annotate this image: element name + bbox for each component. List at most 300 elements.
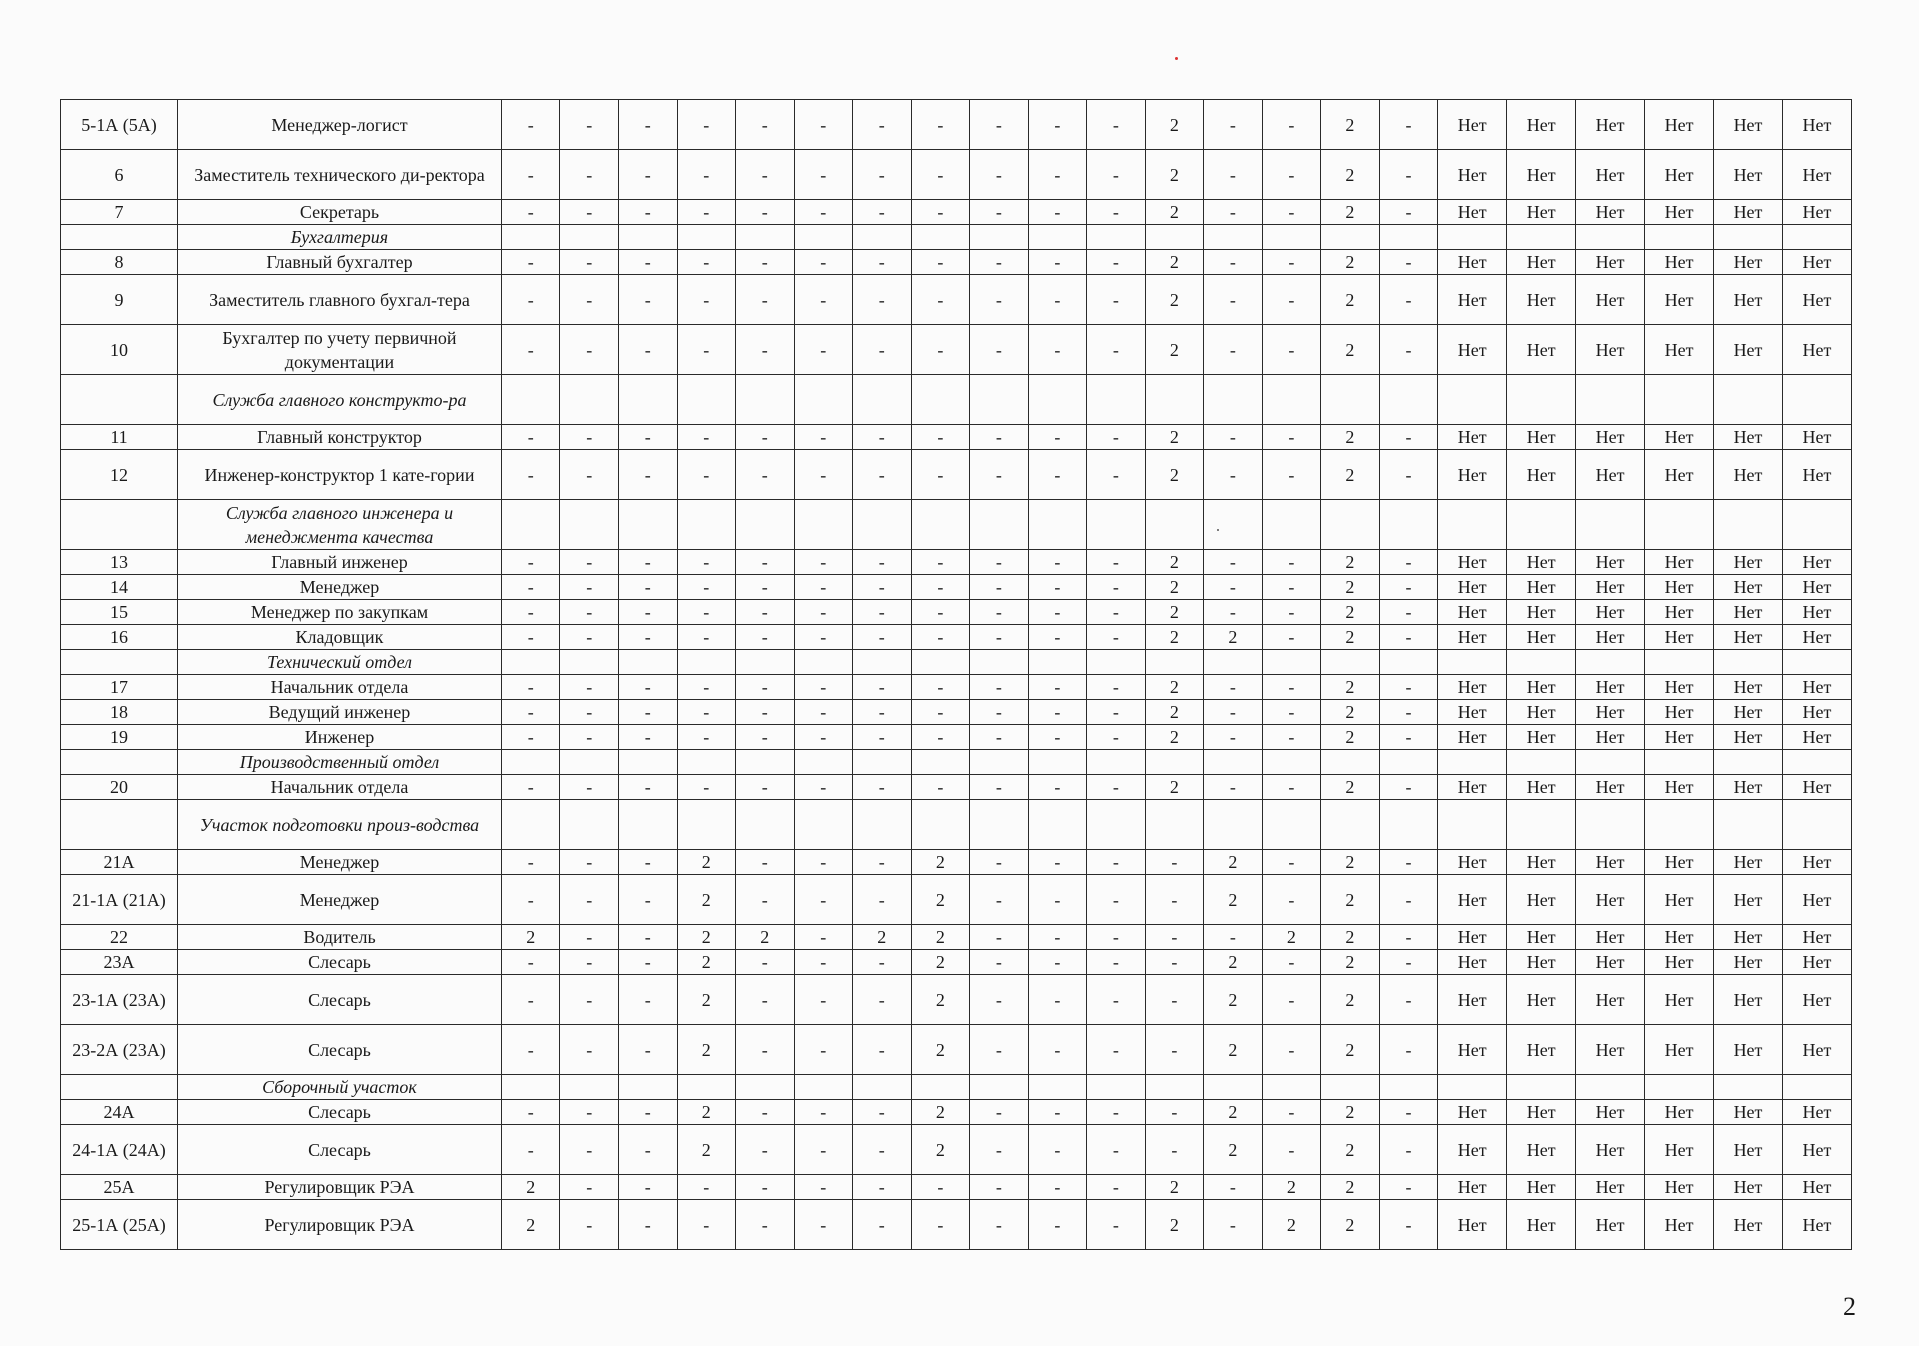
factor-class-cell bbox=[736, 375, 795, 425]
factor-class-cell bbox=[794, 375, 853, 425]
flag-cell: Нет bbox=[1576, 550, 1645, 575]
factor-class-cell: - bbox=[1262, 725, 1321, 750]
factor-class-cell: - bbox=[1204, 325, 1263, 375]
factor-class-cell: - bbox=[794, 675, 853, 700]
flag-cell: Нет bbox=[1576, 925, 1645, 950]
flag-cell: Нет bbox=[1782, 325, 1851, 375]
factor-class-cell: 2 bbox=[1321, 850, 1380, 875]
position-name: Слесарь bbox=[178, 1100, 502, 1125]
flag-cell: Нет bbox=[1645, 200, 1714, 225]
factor-class-cell bbox=[677, 500, 736, 550]
flag-cell: Нет bbox=[1782, 725, 1851, 750]
factor-class-cell: 2 bbox=[501, 1200, 560, 1250]
row-number bbox=[61, 800, 178, 850]
factor-class-cell: - bbox=[1087, 100, 1146, 150]
factor-class-cell: - bbox=[1087, 575, 1146, 600]
flag-cell bbox=[1507, 800, 1576, 850]
factor-class-cell: 2 bbox=[1145, 1200, 1204, 1250]
factor-class-cell: - bbox=[794, 1100, 853, 1125]
factor-class-cell: - bbox=[736, 1125, 795, 1175]
factor-class-cell: - bbox=[1028, 425, 1087, 450]
factor-class-cell bbox=[1262, 800, 1321, 850]
flag-cell: Нет bbox=[1714, 975, 1783, 1025]
flag-cell bbox=[1507, 375, 1576, 425]
factor-class-cell bbox=[1204, 1075, 1263, 1100]
flag-cell: Нет bbox=[1645, 700, 1714, 725]
factor-class-cell: - bbox=[1028, 250, 1087, 275]
factor-class-cell: - bbox=[1028, 700, 1087, 725]
factor-class-cell bbox=[1087, 1075, 1146, 1100]
factor-class-cell: - bbox=[736, 1025, 795, 1075]
factor-class-cell: - bbox=[1028, 600, 1087, 625]
factor-class-cell: - bbox=[1087, 850, 1146, 875]
factor-class-cell: - bbox=[970, 1100, 1029, 1125]
position-name: Главный конструктор bbox=[178, 425, 502, 450]
factor-class-cell bbox=[1204, 375, 1263, 425]
factor-class-cell: - bbox=[677, 675, 736, 700]
factor-class-cell bbox=[1145, 650, 1204, 675]
factor-class-cell: - bbox=[677, 600, 736, 625]
factor-class-cell: - bbox=[853, 550, 912, 575]
flag-cell: Нет bbox=[1438, 600, 1507, 625]
factor-class-cell: - bbox=[794, 1125, 853, 1175]
factor-class-cell: - bbox=[1262, 200, 1321, 225]
table-row bbox=[61, 875, 1852, 925]
factor-class-cell: 2 bbox=[911, 975, 970, 1025]
factor-class-cell: - bbox=[736, 1175, 795, 1200]
factor-class-cell: - bbox=[618, 875, 677, 925]
position-name: Главный бухгалтер bbox=[178, 250, 502, 275]
factor-class-cell: - bbox=[618, 775, 677, 800]
factor-class-cell: 2 bbox=[1204, 875, 1263, 925]
flag-cell bbox=[1782, 800, 1851, 850]
factor-class-cell: 2 bbox=[1145, 200, 1204, 225]
factor-class-cell: - bbox=[794, 950, 853, 975]
factor-class-cell: - bbox=[618, 1025, 677, 1075]
factor-class-cell bbox=[736, 1075, 795, 1100]
factor-class-cell: - bbox=[736, 450, 795, 500]
factor-class-cell bbox=[1204, 650, 1263, 675]
factor-class-cell: - bbox=[853, 325, 912, 375]
flag-cell: Нет bbox=[1645, 250, 1714, 275]
factor-class-cell bbox=[970, 500, 1029, 550]
factor-class-cell: - bbox=[1379, 425, 1438, 450]
factor-class-cell bbox=[794, 225, 853, 250]
factor-class-cell: - bbox=[794, 200, 853, 225]
factor-class-cell: - bbox=[1262, 325, 1321, 375]
factor-class-cell: - bbox=[911, 150, 970, 200]
flag-cell: Нет bbox=[1438, 1175, 1507, 1200]
factor-class-cell: - bbox=[1028, 675, 1087, 700]
flag-cell: Нет bbox=[1576, 1200, 1645, 1250]
factor-class-cell: - bbox=[560, 925, 619, 950]
factor-class-cell: - bbox=[1087, 1200, 1146, 1250]
flag-cell bbox=[1782, 650, 1851, 675]
factor-class-cell: - bbox=[1204, 700, 1263, 725]
factor-class-cell: - bbox=[560, 1025, 619, 1075]
table-row bbox=[61, 275, 1852, 325]
factor-class-cell: - bbox=[618, 1200, 677, 1250]
factor-class-cell: - bbox=[1379, 550, 1438, 575]
row-number: 12 bbox=[61, 450, 178, 500]
flag-cell: Нет bbox=[1782, 875, 1851, 925]
factor-class-cell: - bbox=[501, 575, 560, 600]
flag-cell bbox=[1507, 750, 1576, 775]
factor-class-cell bbox=[911, 1075, 970, 1100]
factor-class-cell: - bbox=[1087, 275, 1146, 325]
factor-class-cell: - bbox=[560, 575, 619, 600]
flag-cell: Нет bbox=[1782, 425, 1851, 450]
factor-class-cell: - bbox=[1145, 1100, 1204, 1125]
factor-class-cell bbox=[501, 650, 560, 675]
factor-class-cell: - bbox=[618, 275, 677, 325]
flag-cell: Нет bbox=[1645, 325, 1714, 375]
factor-class-cell: - bbox=[970, 725, 1029, 750]
factor-class-cell bbox=[618, 1075, 677, 1100]
flag-cell bbox=[1714, 1075, 1783, 1100]
factor-class-cell: - bbox=[1262, 625, 1321, 650]
factor-class-cell: - bbox=[1262, 875, 1321, 925]
factor-class-cell: - bbox=[794, 625, 853, 650]
factor-class-cell: - bbox=[1379, 1100, 1438, 1125]
flag-cell: Нет bbox=[1438, 675, 1507, 700]
factor-class-cell: - bbox=[1204, 725, 1263, 750]
factor-class-cell: 2 bbox=[1145, 725, 1204, 750]
flag-cell bbox=[1576, 500, 1645, 550]
factor-class-cell: - bbox=[677, 725, 736, 750]
factor-class-cell: - bbox=[794, 150, 853, 200]
flag-cell: Нет bbox=[1576, 875, 1645, 925]
factor-class-cell: - bbox=[1145, 1025, 1204, 1075]
table-row bbox=[61, 600, 1852, 625]
factor-class-cell: - bbox=[501, 1025, 560, 1075]
factor-class-cell: - bbox=[853, 150, 912, 200]
factor-class-cell: 2 bbox=[501, 1175, 560, 1200]
factor-class-cell: - bbox=[736, 575, 795, 600]
factor-class-cell: - bbox=[1028, 925, 1087, 950]
factor-class-cell bbox=[853, 225, 912, 250]
factor-class-cell: 2 bbox=[1321, 875, 1380, 925]
factor-class-cell: 2 bbox=[911, 850, 970, 875]
factor-class-cell: - bbox=[1262, 275, 1321, 325]
factor-class-cell: - bbox=[970, 150, 1029, 200]
flag-cell: Нет bbox=[1576, 450, 1645, 500]
factor-class-cell: - bbox=[970, 850, 1029, 875]
factor-class-cell: - bbox=[560, 275, 619, 325]
factor-class-cell bbox=[1087, 750, 1146, 775]
flag-cell: Нет bbox=[1507, 250, 1576, 275]
factor-class-cell bbox=[1145, 750, 1204, 775]
factor-class-cell: - bbox=[677, 625, 736, 650]
factor-class-cell bbox=[794, 650, 853, 675]
flag-cell: Нет bbox=[1438, 275, 1507, 325]
flag-cell: Нет bbox=[1438, 625, 1507, 650]
factor-class-cell: - bbox=[501, 425, 560, 450]
factor-class-cell: - bbox=[1379, 775, 1438, 800]
factor-class-cell: 2 bbox=[677, 925, 736, 950]
factor-class-cell: - bbox=[1379, 925, 1438, 950]
position-name: Менеджер по закупкам bbox=[178, 600, 502, 625]
row-number: 5-1А (5А) bbox=[61, 100, 178, 150]
factor-class-cell: - bbox=[1087, 600, 1146, 625]
flag-cell: Нет bbox=[1507, 925, 1576, 950]
factor-class-cell bbox=[1145, 375, 1204, 425]
flag-cell: Нет bbox=[1714, 325, 1783, 375]
factor-class-cell: - bbox=[618, 550, 677, 575]
row-number: 23-1А (23А) bbox=[61, 975, 178, 1025]
flag-cell: Нет bbox=[1645, 875, 1714, 925]
factor-class-cell: 2 bbox=[1321, 925, 1380, 950]
factor-class-cell: - bbox=[911, 450, 970, 500]
flag-cell: Нет bbox=[1576, 250, 1645, 275]
flag-cell: Нет bbox=[1714, 850, 1783, 875]
factor-class-cell: 2 bbox=[1321, 725, 1380, 750]
factor-class-cell: 2 bbox=[1321, 325, 1380, 375]
factor-class-cell: - bbox=[618, 150, 677, 200]
flag-cell: Нет bbox=[1507, 1025, 1576, 1075]
factor-class-cell: - bbox=[1028, 275, 1087, 325]
factor-class-cell: - bbox=[794, 275, 853, 325]
factor-class-cell: - bbox=[853, 1175, 912, 1200]
flag-cell: Нет bbox=[1576, 725, 1645, 750]
table-row bbox=[61, 1125, 1852, 1175]
factor-class-cell: - bbox=[911, 775, 970, 800]
factor-class-cell: 2 bbox=[1321, 975, 1380, 1025]
table-row bbox=[61, 675, 1852, 700]
factor-class-cell: - bbox=[970, 200, 1029, 225]
flag-cell: Нет bbox=[1782, 275, 1851, 325]
factor-class-cell: - bbox=[911, 700, 970, 725]
factor-class-cell: - bbox=[736, 675, 795, 700]
factor-class-cell: - bbox=[1262, 600, 1321, 625]
factor-class-cell: - bbox=[1262, 675, 1321, 700]
factor-class-cell: - bbox=[1204, 250, 1263, 275]
factor-class-cell: 2 bbox=[1145, 550, 1204, 575]
factor-class-cell bbox=[1321, 750, 1380, 775]
factor-class-cell: - bbox=[1145, 950, 1204, 975]
factor-class-cell: - bbox=[1204, 150, 1263, 200]
position-name: Ведущий инженер bbox=[178, 700, 502, 725]
factor-class-cell: - bbox=[501, 550, 560, 575]
factor-class-cell: - bbox=[853, 700, 912, 725]
flag-cell: Нет bbox=[1438, 200, 1507, 225]
factor-class-cell: - bbox=[970, 275, 1029, 325]
factor-class-cell: - bbox=[853, 425, 912, 450]
position-name: Регулировщик РЭА bbox=[178, 1175, 502, 1200]
factor-class-cell: - bbox=[911, 550, 970, 575]
factor-class-cell: - bbox=[911, 200, 970, 225]
factor-class-cell: - bbox=[794, 100, 853, 150]
factor-class-cell: - bbox=[794, 775, 853, 800]
row-number: 24-1А (24А) bbox=[61, 1125, 178, 1175]
factor-class-cell: - bbox=[1262, 1100, 1321, 1125]
factor-class-cell: 2 bbox=[1321, 1125, 1380, 1175]
factor-class-cell: - bbox=[1379, 100, 1438, 150]
flag-cell: Нет bbox=[1645, 1025, 1714, 1075]
flag-cell bbox=[1714, 750, 1783, 775]
factor-class-cell: 2 bbox=[1321, 550, 1380, 575]
factor-class-cell bbox=[1028, 650, 1087, 675]
flag-cell: Нет bbox=[1645, 575, 1714, 600]
factor-class-cell: - bbox=[618, 450, 677, 500]
flag-cell: Нет bbox=[1438, 1025, 1507, 1075]
factor-class-cell: - bbox=[560, 850, 619, 875]
factor-class-cell: - bbox=[853, 1100, 912, 1125]
factor-class-cell: 2 bbox=[1145, 575, 1204, 600]
factor-class-cell: - bbox=[970, 625, 1029, 650]
flag-cell: Нет bbox=[1438, 100, 1507, 150]
flag-cell: Нет bbox=[1714, 625, 1783, 650]
factor-class-cell: - bbox=[1087, 1100, 1146, 1125]
factor-class-cell: 2 bbox=[1321, 1200, 1380, 1250]
scan-speck bbox=[1175, 57, 1178, 60]
flag-cell bbox=[1714, 650, 1783, 675]
factor-class-cell: 2 bbox=[911, 875, 970, 925]
flag-cell: Нет bbox=[1714, 150, 1783, 200]
flag-cell bbox=[1645, 1075, 1714, 1100]
row-number bbox=[61, 650, 178, 675]
factor-class-cell: - bbox=[1028, 875, 1087, 925]
factor-class-cell: - bbox=[1028, 550, 1087, 575]
factor-class-cell: 2 bbox=[1145, 325, 1204, 375]
factor-class-cell: - bbox=[911, 325, 970, 375]
factor-class-cell: 2 bbox=[1204, 950, 1263, 975]
factor-class-cell bbox=[501, 500, 560, 550]
factor-class-cell: - bbox=[1262, 150, 1321, 200]
factor-class-cell: - bbox=[1262, 775, 1321, 800]
factor-class-cell: - bbox=[911, 1175, 970, 1200]
factor-class-cell bbox=[560, 500, 619, 550]
flag-cell: Нет bbox=[1507, 725, 1576, 750]
flag-cell: Нет bbox=[1507, 1200, 1576, 1250]
flag-cell bbox=[1438, 650, 1507, 675]
factor-class-cell bbox=[794, 1075, 853, 1100]
factor-class-cell: - bbox=[1204, 925, 1263, 950]
factor-class-cell bbox=[677, 800, 736, 850]
factor-class-cell: - bbox=[794, 850, 853, 875]
flag-cell: Нет bbox=[1714, 725, 1783, 750]
assessment-table bbox=[60, 99, 1852, 1250]
factor-class-cell: - bbox=[560, 1100, 619, 1125]
factor-class-cell bbox=[1204, 750, 1263, 775]
factor-class-cell: - bbox=[1262, 100, 1321, 150]
section-header-row bbox=[61, 225, 1852, 250]
factor-class-cell: - bbox=[1204, 575, 1263, 600]
factor-class-cell bbox=[1145, 225, 1204, 250]
flag-cell: Нет bbox=[1782, 575, 1851, 600]
flag-cell bbox=[1782, 1075, 1851, 1100]
flag-cell: Нет bbox=[1782, 950, 1851, 975]
factor-class-cell: 2 bbox=[911, 950, 970, 975]
flag-cell: Нет bbox=[1507, 675, 1576, 700]
position-name: Менеджер bbox=[178, 850, 502, 875]
flag-cell: Нет bbox=[1782, 250, 1851, 275]
factor-class-cell: - bbox=[560, 150, 619, 200]
factor-class-cell bbox=[618, 750, 677, 775]
flag-cell: Нет bbox=[1576, 700, 1645, 725]
factor-class-cell bbox=[970, 750, 1029, 775]
factor-class-cell bbox=[1379, 750, 1438, 775]
flag-cell: Нет bbox=[1507, 1175, 1576, 1200]
factor-class-cell bbox=[677, 375, 736, 425]
flag-cell: Нет bbox=[1714, 250, 1783, 275]
factor-class-cell: - bbox=[1028, 975, 1087, 1025]
row-number: 22 bbox=[61, 925, 178, 950]
factor-class-cell bbox=[853, 375, 912, 425]
flag-cell: Нет bbox=[1714, 1025, 1783, 1075]
factor-class-cell bbox=[853, 750, 912, 775]
flag-cell bbox=[1438, 750, 1507, 775]
factor-class-cell: - bbox=[853, 200, 912, 225]
row-number: 10 bbox=[61, 325, 178, 375]
factor-class-cell: - bbox=[618, 200, 677, 225]
factor-class-cell: - bbox=[794, 575, 853, 600]
factor-class-cell: - bbox=[911, 625, 970, 650]
factor-class-cell bbox=[618, 650, 677, 675]
factor-class-cell: - bbox=[560, 1175, 619, 1200]
factor-class-cell: - bbox=[618, 850, 677, 875]
factor-class-cell bbox=[1321, 800, 1380, 850]
factor-class-cell: - bbox=[1262, 700, 1321, 725]
position-name: Начальник отдела bbox=[178, 675, 502, 700]
factor-class-cell: - bbox=[794, 450, 853, 500]
factor-class-cell: 2 bbox=[1145, 625, 1204, 650]
flag-cell: Нет bbox=[1507, 700, 1576, 725]
factor-class-cell bbox=[1379, 650, 1438, 675]
factor-class-cell: - bbox=[911, 275, 970, 325]
position-name: Заместитель технического ди-ректора bbox=[178, 150, 502, 200]
flag-cell: Нет bbox=[1438, 950, 1507, 975]
factor-class-cell: - bbox=[970, 875, 1029, 925]
factor-class-cell: 2 bbox=[911, 1100, 970, 1125]
factor-class-cell bbox=[736, 650, 795, 675]
factor-class-cell: 2 bbox=[1145, 450, 1204, 500]
flag-cell: Нет bbox=[1645, 1175, 1714, 1200]
factor-class-cell: - bbox=[1028, 1200, 1087, 1250]
factor-class-cell: - bbox=[1087, 150, 1146, 200]
flag-cell: Нет bbox=[1782, 150, 1851, 200]
factor-class-cell bbox=[560, 750, 619, 775]
factor-class-cell: - bbox=[1087, 625, 1146, 650]
factor-class-cell: - bbox=[794, 550, 853, 575]
factor-class-cell bbox=[1379, 375, 1438, 425]
factor-class-cell: - bbox=[1087, 550, 1146, 575]
factor-class-cell: - bbox=[501, 1125, 560, 1175]
factor-class-cell bbox=[1262, 225, 1321, 250]
flag-cell: Нет bbox=[1507, 950, 1576, 975]
factor-class-cell bbox=[1028, 1075, 1087, 1100]
flag-cell: Нет bbox=[1782, 1175, 1851, 1200]
factor-class-cell: - bbox=[1204, 550, 1263, 575]
table-row bbox=[61, 325, 1852, 375]
factor-class-cell: - bbox=[1028, 150, 1087, 200]
factor-class-cell bbox=[1321, 500, 1380, 550]
factor-class-cell: - bbox=[911, 100, 970, 150]
position-name: Менеджер bbox=[178, 575, 502, 600]
factor-class-cell: - bbox=[560, 425, 619, 450]
flag-cell bbox=[1645, 650, 1714, 675]
factor-class-cell: - bbox=[677, 775, 736, 800]
factor-class-cell: - bbox=[1262, 450, 1321, 500]
factor-class-cell: - bbox=[736, 975, 795, 1025]
flag-cell: Нет bbox=[1576, 1175, 1645, 1200]
factor-class-cell: - bbox=[1204, 775, 1263, 800]
factor-class-cell: - bbox=[1379, 200, 1438, 225]
factor-class-cell: - bbox=[618, 250, 677, 275]
factor-class-cell: - bbox=[1028, 325, 1087, 375]
factor-class-cell: - bbox=[501, 875, 560, 925]
table-row bbox=[61, 1100, 1852, 1125]
